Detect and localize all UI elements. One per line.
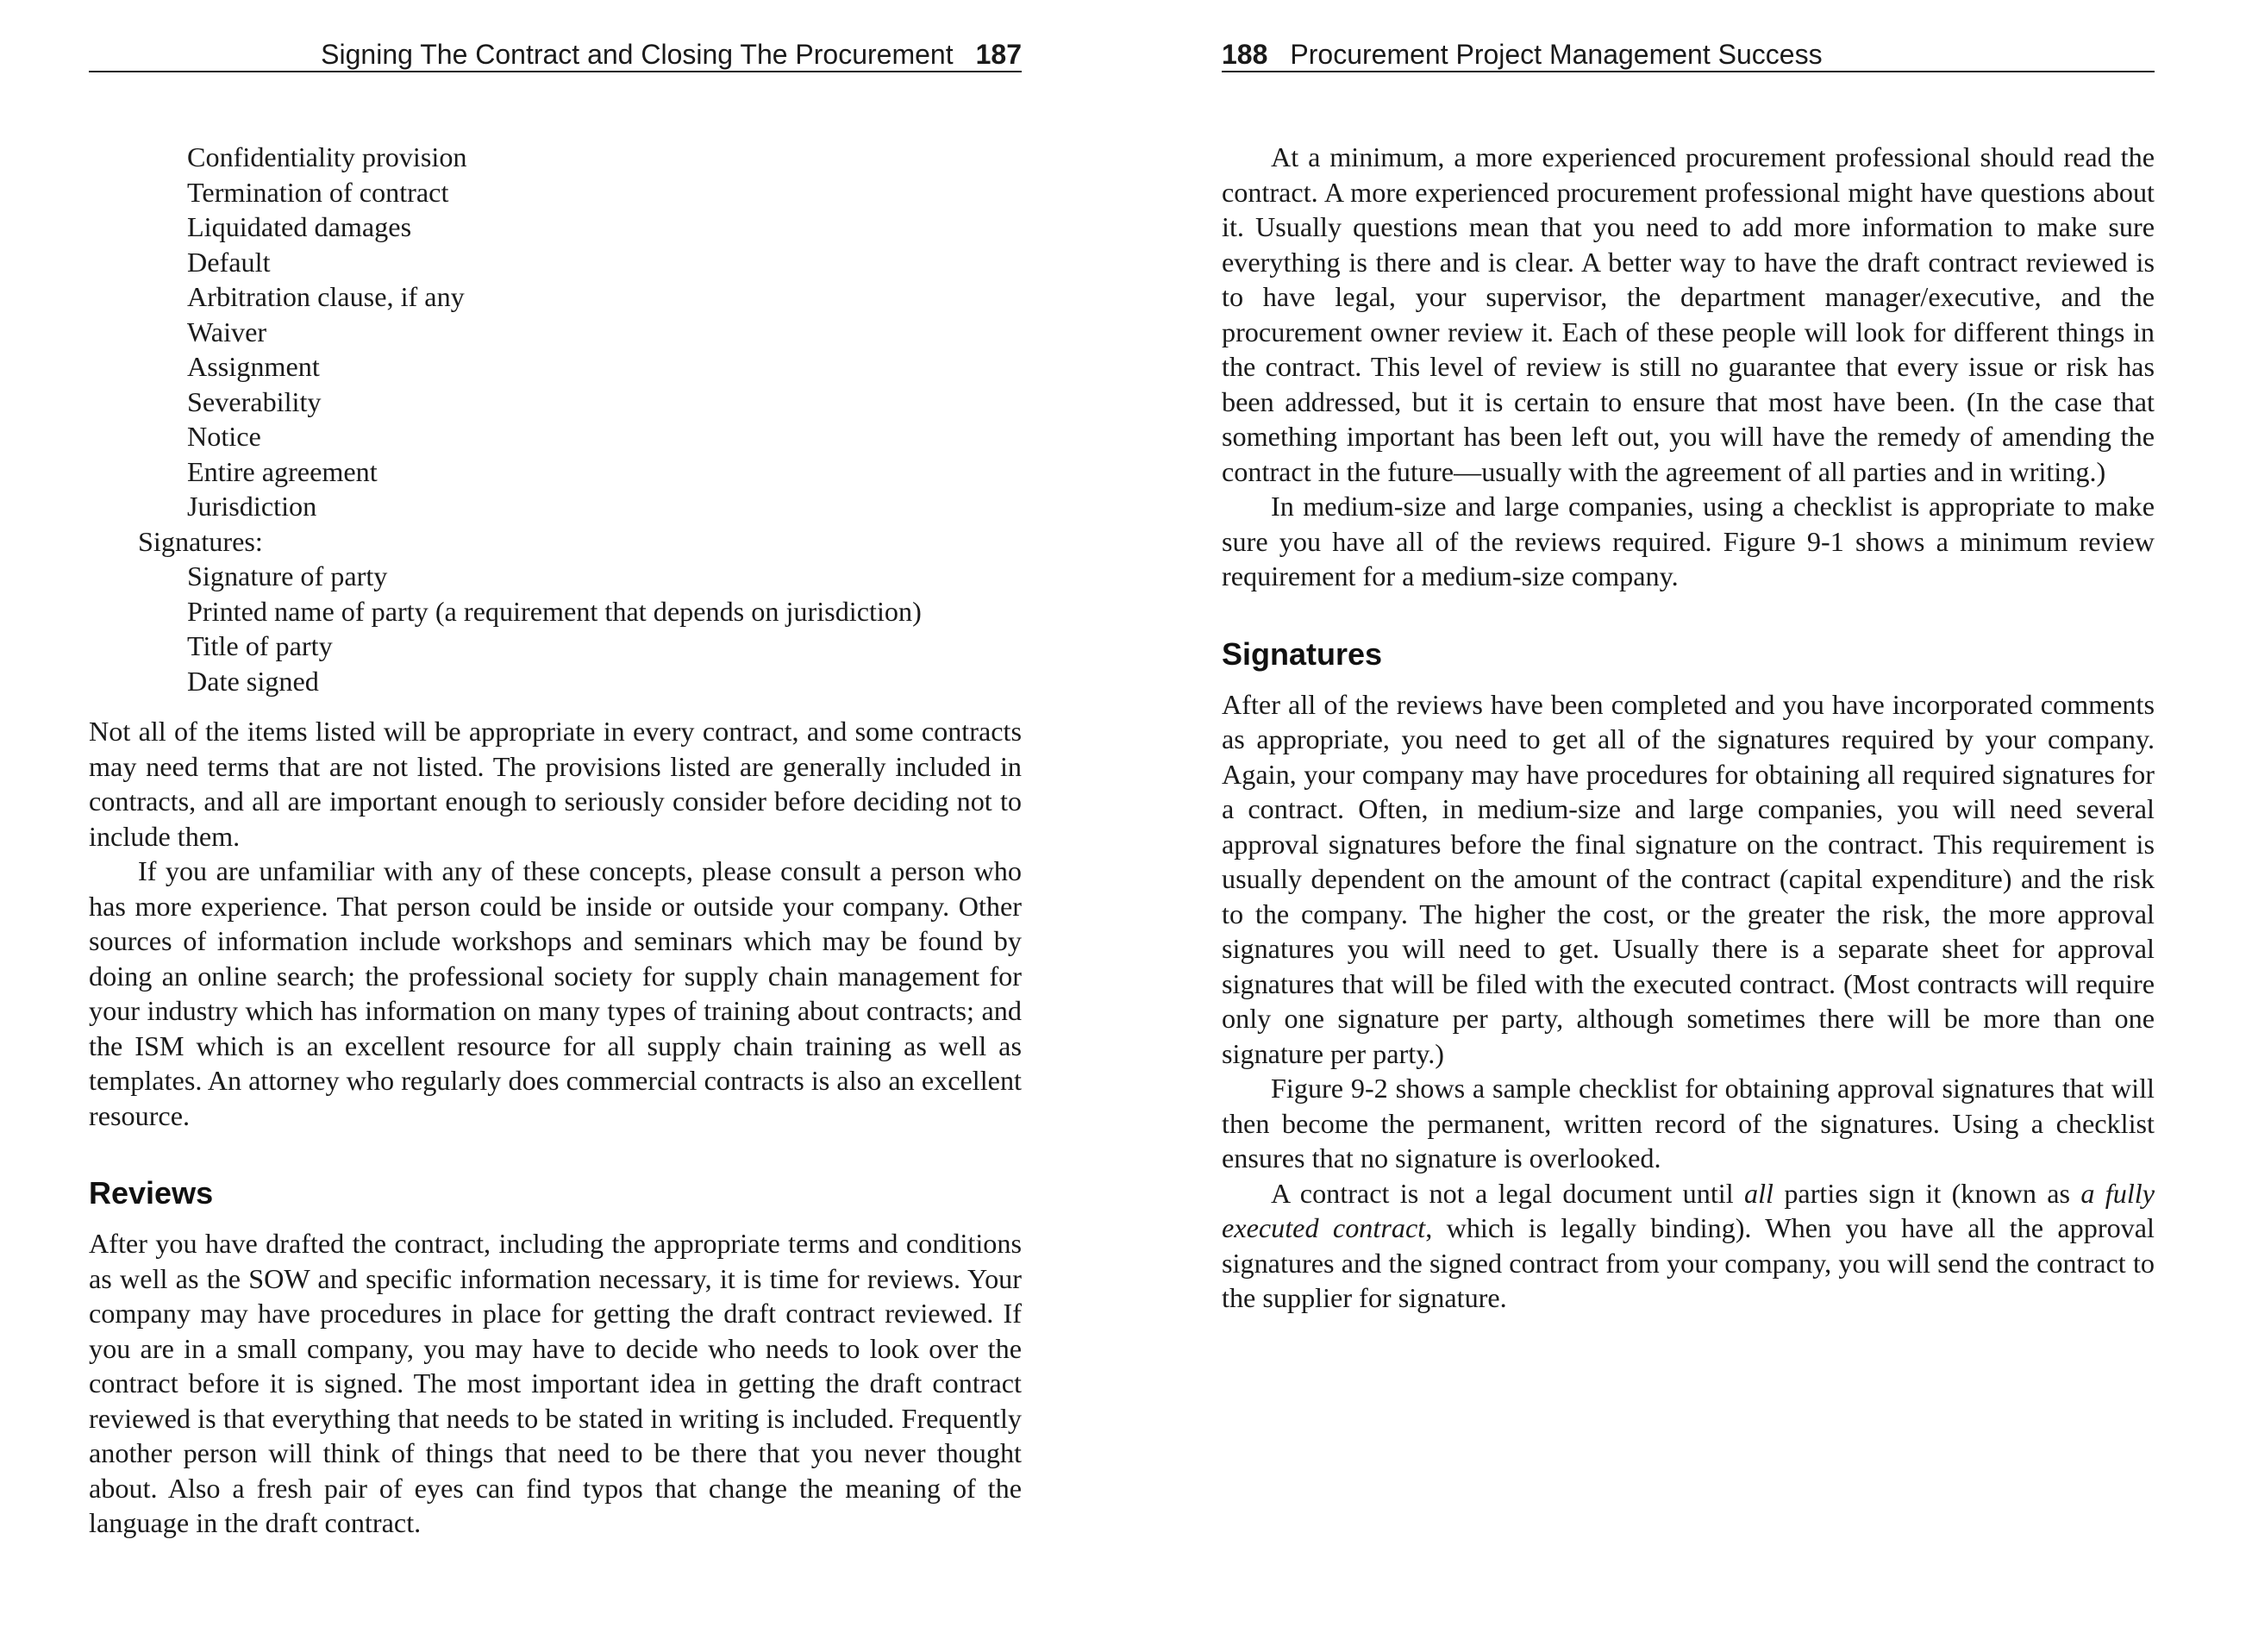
list-item: Severability — [187, 385, 322, 417]
right-body — [1222, 140, 2155, 1316]
list-item: Liquidated damages — [187, 211, 412, 242]
left-page — [89, 0, 1022, 1652]
right-paragraph-4: Figure 9-2 shows a sample checklist for obtaining approval signatures that will then become the permanent, written record of the signatures. Using a checklist ensures that no signature is overlooked. — [1222, 1073, 2155, 1173]
paragraph-5-emphasis-all: all — [1744, 1177, 1773, 1209]
list-item: Default — [187, 246, 271, 278]
list-item: Arbitration clause, if any — [187, 281, 465, 312]
list-item: Printed name of party (a requirement that depends on jurisdiction) — [187, 595, 922, 627]
list-item: Notice — [187, 421, 261, 452]
list-item: Signature of party — [187, 560, 388, 591]
list-item: Date signed — [187, 665, 319, 697]
paragraph-5-part-1: A contract is not a legal document until — [1271, 1177, 1745, 1209]
right-paragraph-3: After all of the reviews have been completed and you have incorporated comments as appropriate, you need to get all of the signatures required by your company. Again, your company may have procedures for obtaining all required signatures for a contract. Often, in medium-size and large companies, you will need several approval signatures before the final signature on the contract. This requirement is usually dependent on the amount of the contract (capital expenditure) and the risk to the company. The higher the cost, or the greater the risk, the more approval signatures you will need to get. Usually there is a separate sheet for approval signatures that will be filed with the executed contract. (Most contracts will require only one signature per party, although sometimes there will be more than one signature per party.) — [1222, 688, 2155, 1069]
right-running-head — [1222, 38, 2155, 72]
list-item: Waiver — [187, 316, 267, 347]
left-running-head — [89, 38, 1022, 72]
list-item: Entire agreement — [187, 455, 378, 487]
paragraph-5-emphasis-fully-executed: a fully executed contract — [1222, 1177, 2155, 1243]
left-paragraph-2: If you are unfamiliar with any of these concepts, please consult a person who has more experience. That person could be inside or outside your company. Other sources of information include workshops and seminars which may be found by doing an online search; the professional society for supply chain management for your industry which has information on many types of training about contracts; and the ISM which is an excellent resource for all supply chain training as well as templates. An attorney who regularly does commercial contracts is also an excellent resource. — [89, 855, 1022, 1131]
paragraph-5-part-3: , which is legally binding). When you have all the approval signatures and the signed contract from your company, you will send the contract to the supplier for signature. — [1222, 1212, 2155, 1313]
right-page — [1222, 0, 2155, 1652]
left-page-number: 187 — [975, 39, 1022, 70]
signatures-heading: Signatures — [1222, 635, 1383, 672]
paragraph-5-part-2: parties sign it (known as — [1773, 1177, 2081, 1209]
left-running-head-title: Signing The Contract and Closing The Procurement — [321, 39, 954, 70]
right-paragraph-2: In medium-size and large companies, using a checklist is appropriate to make sure you have all of the reviews required. Figure 9-1 shows a minimum review requirement for a medium-size company. — [1222, 491, 2155, 591]
provisions-list — [89, 140, 1022, 698]
list-item: Jurisdiction — [187, 491, 317, 522]
right-paragraph-1: At a minimum, a more experienced procurement professional should read the contract. A more experienced procurement professional might have questions about it. Usually questions mean that you need to add more information to make sure everything is there and is clear. A better way to have the draft contract reviewed is to have legal, your supervisor, the department manager/executive, and the procurement owner review it. Each of these people will look for different things in the contract. This level of review is still no guarantee that every issue or risk has been addressed, but it is certain to ensure that most have been. (In the case that something important has been left out, you will have the remedy of amending the contract in the future—usually with the agreement of all parties and in writing.) — [1222, 141, 2155, 487]
list-item: Confidentiality provision — [187, 141, 467, 172]
reviews-heading: Reviews — [89, 1175, 214, 1211]
left-paragraph-3: After you have drafted the contract, including the appropriate terms and conditions as well as the SOW and specific information necessary, it is time for reviews. Your company may have procedures in place for getting the draft contract reviewed. If you are in a small company, you may have to decide who needs to look over the contract before it is signed. The most important idea in getting the draft contract reviewed is that everything that needs to be stated in writing is included. Frequently another person will think of things that need to be there that you never thought about. Also a fresh pair of eyes can find typos that change the meaning of the language in the draft contract. — [89, 1228, 1022, 1538]
right-page-number: 188 — [1222, 39, 1268, 70]
list-item: Title of party — [187, 630, 333, 661]
left-paragraph-1: Not all of the items listed will be appropriate in every contract, and some contracts may need terms that are not listed. The provisions listed are generally included in contracts, and all are important enough to seriously consider before deciding not to include them. — [89, 716, 1022, 852]
list-item: Assignment — [187, 351, 320, 382]
left-body — [89, 140, 1022, 1541]
signatures-list-heading: Signatures: — [138, 525, 263, 557]
list-item: Termination of contract — [187, 176, 449, 208]
right-running-head-title: Procurement Project Management Success — [1290, 39, 1823, 70]
right-paragraph-5 — [1222, 1176, 2155, 1316]
